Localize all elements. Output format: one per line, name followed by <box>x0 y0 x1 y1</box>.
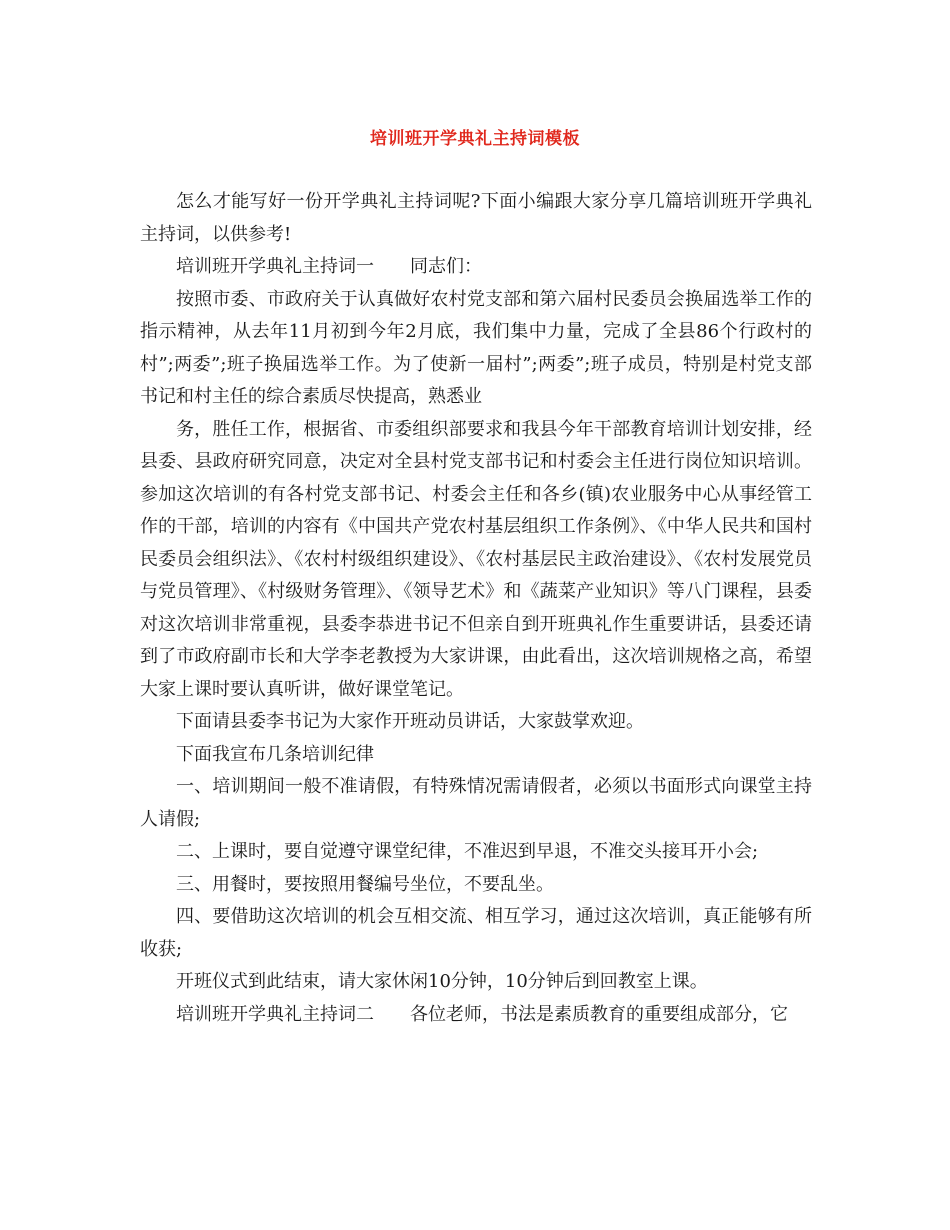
section-one-heading: 培训班开学典礼主持词一 <box>176 256 374 277</box>
discipline-rule-3: 三、用餐时，要按照用餐编号坐位，不要乱坐。 <box>176 873 554 895</box>
document-title: 培训班开学典礼主持词模板 <box>370 129 580 149</box>
body-paragraph: 务，胜任工作，根据省、市委组织部要求和我县今年干部教育培训计划安排，经县委、县政府研究同意，决定对全县村党支部书记和村委会主任进行岗位知识培训。参加这次培训的有各村党支部书记、村委会主任和各乡(镇)农业服务中心从事经管工作的干部，培训的内容有《中国共产党农村基层组织工作条例》、《中华人民共和国村民委员会组织法》、《农村村级组织建设》、《农村基层民主政治建设》、《农村发展党员与党员管理》、《村级财务管理》、《领导艺术》和《蔬菜产业知识》等八门课程，县委对这次培训非常重视，县委李恭进书记不但亲自到开班典礼作生重要讲话，县委还请到了市政府副市长和大学李老教授为大家讲课，由此看出，这次培训规格之高，希望大家上课时要认真听讲，做好课堂笔记。 <box>140 418 812 700</box>
discipline-rule-1: 一、培训期间一般不准请假，有特殊情况需请假者，必须以书面形式向课堂主持人请假; <box>140 776 812 830</box>
section-one-salutation: 同志们： <box>410 256 482 277</box>
section-two-heading: 培训班开学典礼主持词二 <box>176 1003 374 1025</box>
closing-paragraph: 开班仪式到此结束，请大家休闲10分钟，10分钟后到回教室上课。 <box>176 971 708 992</box>
discipline-rule-4: 四、要借助这次培训的机会互相交流、相互学习，通过这次培训，真正能够有所收获; <box>140 906 812 960</box>
document-body <box>140 186 812 1031</box>
body-paragraph: 下面请县委李书记为大家作开班动员讲话，大家鼓掌欢迎。 <box>176 711 644 732</box>
body-paragraph: 按照市委、市政府关于认真做好农村党支部和第六届村民委员会换届选举工作的指示精神，从去年11月初到今年2月底，我们集中力量，完成了全县86个行政村的村”;两委”;班子换届选举工作。为了使新一届村”;两委”;班子成员，特别是村党支部书记和村主任的综合素质尽快提高，熟悉业 <box>140 288 812 407</box>
section-one-heading-line <box>140 251 812 284</box>
intro-paragraph: 怎么才能写好一份开学典礼主持词呢?下面小编跟大家分享几篇培训班开学典礼主持词，以供参考! <box>140 191 812 245</box>
discipline-rule-2: 二、上课时，要自觉遵守课堂纪律，不准迟到早退，不准交头接耳开小会; <box>176 841 759 862</box>
body-paragraph: 下面我宣布几条培训纪律 <box>176 743 374 765</box>
section-two-text: 各位老师，书法是素质教育的重要组成部分，它 <box>410 1003 788 1025</box>
section-two-heading-line <box>140 999 812 1032</box>
